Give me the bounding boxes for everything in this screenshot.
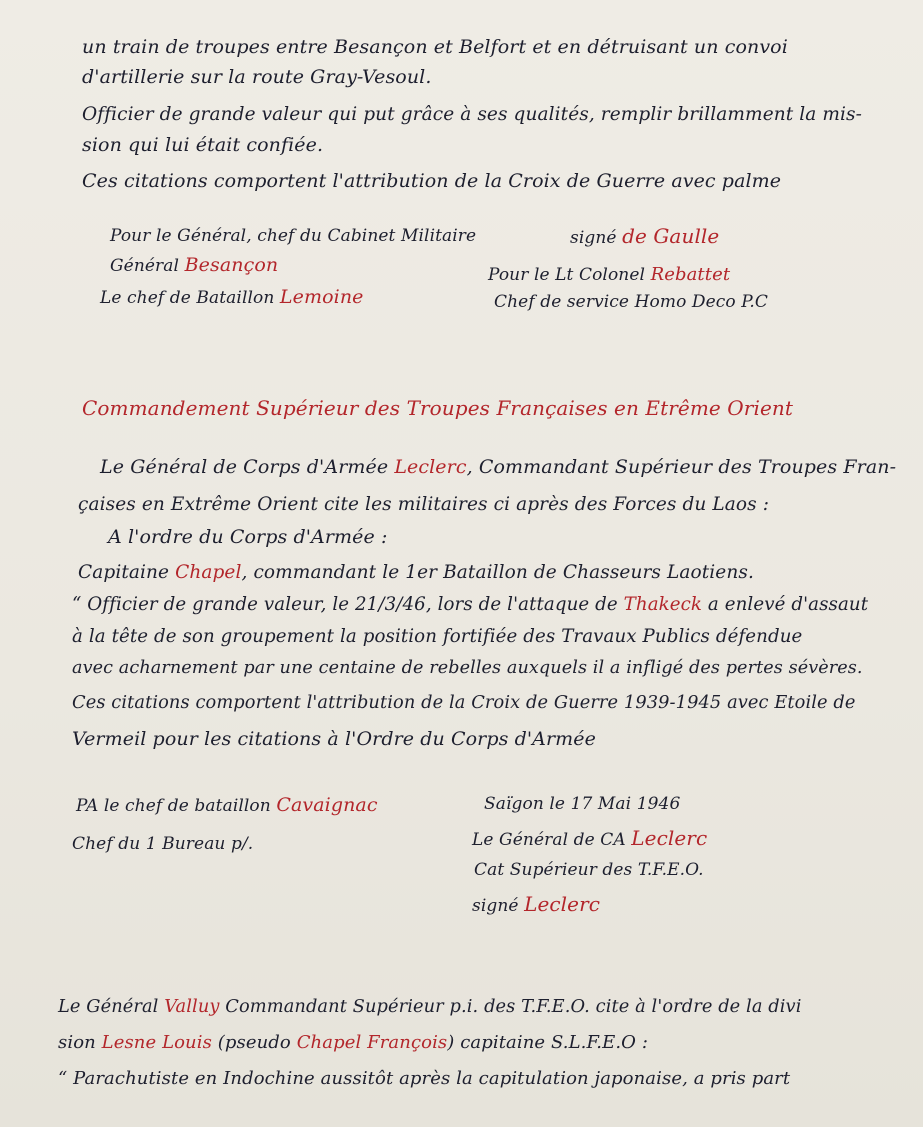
signatory-name: Lemoine: [279, 286, 364, 308]
signature-line: [100, 286, 364, 308]
signature-line: [570, 224, 719, 248]
place-name: Thakeck: [623, 594, 703, 615]
signature-prefix: Pour le Lt Colonel: [488, 265, 651, 285]
signature-line: [472, 826, 707, 850]
text-prefix: Capitaine: [78, 562, 176, 583]
text-suffix: , commandant le 1er Bataillon de Chasseurs Laotiens.: [241, 562, 754, 583]
text-line: “ Parachutiste en Indochine aussitôt après la capitulation japonaise, a pris part: [58, 1068, 791, 1089]
text-line: A l'ordre du Corps d'Armée :: [108, 526, 388, 548]
signature-prefix: signé: [472, 896, 525, 916]
signatory-name: de Gaulle: [622, 224, 720, 248]
text-suffix: , Commandant Supérieur des Troupes Fran-: [466, 456, 897, 478]
text-line: un train de troupes entre Besançon et Belfort et en détruisant un convoi: [82, 36, 788, 58]
signatory-name: Besançon: [184, 254, 279, 276]
signatory-name: Cavaignac: [276, 794, 378, 816]
signature-prefix: Le chef de Bataillon: [100, 288, 280, 308]
text-suffix: ) capitaine S.L.F.E.O :: [447, 1032, 649, 1053]
signatory-name: Leclerc: [524, 892, 601, 916]
signature-line: Cat Supérieur des T.F.E.O.: [474, 860, 704, 880]
text-prefix: sion: [58, 1032, 102, 1053]
text-line: d'artillerie sur la route Gray-Vesoul.: [82, 66, 432, 88]
text-line: [58, 1032, 648, 1053]
signature-date: Saïgon le 17 Mai 1946: [484, 794, 681, 814]
signature-prefix: Le Général de CA: [472, 830, 632, 850]
signature-line: [488, 264, 730, 285]
text-line: Vermeil pour les citations à l'Ordre du Corps d'Armée: [72, 728, 596, 750]
person-name: Leclerc: [394, 456, 467, 478]
text-prefix: Le Général de Corps d'Armée: [100, 456, 395, 478]
person-name: Valluy: [164, 996, 220, 1017]
signature-line: Chef de service Homo Deco P.C: [494, 292, 768, 312]
text-line: à la tête de son groupement la position fortifiée des Travaux Publics défendue: [72, 626, 803, 647]
text-prefix: “ Officier de grande valeur, le 21/3/46, lors de l'attaque de: [72, 594, 624, 615]
person-name: Chapel: [175, 562, 242, 583]
text-line: [72, 594, 868, 615]
signature-line: Pour le Général, chef du Cabinet Militaire: [110, 226, 477, 246]
text-middle: (pseudo: [211, 1032, 297, 1053]
signature-prefix: signé: [570, 228, 623, 248]
text-line: Ces citations comportent l'attribution de la Croix de Guerre avec palme: [82, 170, 782, 192]
signature-line: [472, 892, 600, 916]
signature-line: [76, 794, 378, 816]
signature-prefix: Général: [110, 256, 185, 276]
text-line: [78, 562, 754, 583]
section-heading: Commandement Supérieur des Troupes Françaises en Etrême Orient: [82, 396, 794, 420]
signature-line: [110, 254, 278, 276]
signature-line: Chef du 1 Bureau p/.: [72, 834, 254, 854]
text-line: sion qui lui était confiée.: [82, 134, 324, 156]
text-line: [58, 996, 802, 1017]
text-line: Officier de grande valeur qui put grâce à ses qualités, remplir brillamment la mis-: [82, 104, 862, 125]
text-line: [100, 456, 896, 478]
signatory-name: Leclerc: [631, 826, 708, 850]
text-suffix: a enlevé d'assaut: [702, 594, 869, 615]
text-line: Ces citations comportent l'attribution de la Croix de Guerre 1939-1945 avec Etoile de: [72, 692, 856, 713]
text-line: çaises en Extrême Orient cite les militaires ci après des Forces du Laos :: [78, 494, 770, 515]
text-line: avec acharnement par une centaine de rebelles auxquels il a infligé des pertes sévères.: [72, 658, 863, 678]
text-prefix: Le Général: [58, 996, 165, 1017]
text-suffix: Commandant Supérieur p.i. des T.F.E.O. cite à l'ordre de la divi: [219, 996, 802, 1017]
signature-prefix: PA le chef de bataillon: [76, 796, 277, 816]
person-name: Chapel François: [296, 1032, 448, 1053]
signatory-name: Rebattet: [650, 264, 731, 285]
person-name: Lesne Louis: [101, 1032, 212, 1053]
